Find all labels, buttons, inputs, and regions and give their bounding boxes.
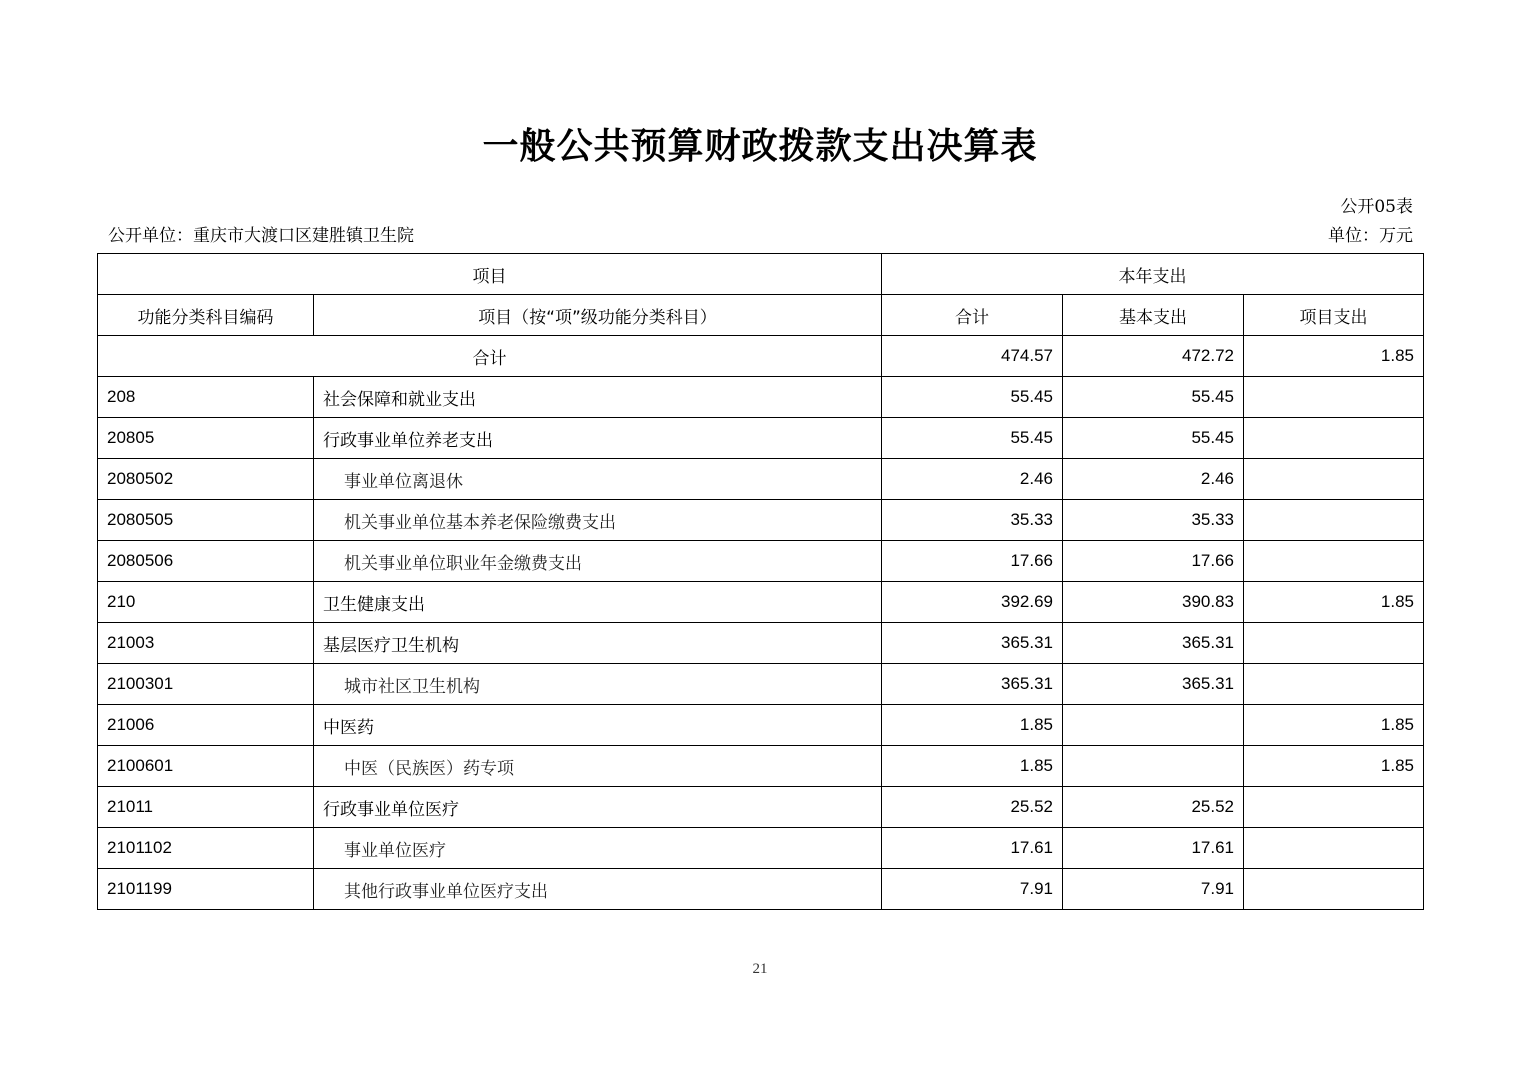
row-project <box>1244 623 1424 664</box>
row-total: 7.91 <box>882 869 1063 910</box>
row-project <box>1244 869 1424 910</box>
row-code: 208 <box>98 377 314 418</box>
row-project <box>1244 828 1424 869</box>
reporting-unit: 公开单位：重庆市大渡口区建胜镇卫生院 <box>108 226 414 246</box>
row-basic: 55.45 <box>1063 418 1244 459</box>
row-code: 2080506 <box>98 541 314 582</box>
row-code: 2101102 <box>98 828 314 869</box>
row-item-name: 卫生健康支出 <box>314 582 882 623</box>
row-item-name: 事业单位医疗 <box>314 828 882 869</box>
table-row <box>98 869 1424 910</box>
row-total: 17.61 <box>882 828 1063 869</box>
row-code: 2100601 <box>98 746 314 787</box>
table-header <box>98 254 1424 336</box>
row-code: 2080505 <box>98 500 314 541</box>
row-code: 2080502 <box>98 459 314 500</box>
row-item-name: 中医药 <box>314 705 882 746</box>
row-project <box>1244 787 1424 828</box>
row-code: 21006 <box>98 705 314 746</box>
table-row <box>98 705 1424 746</box>
row-code: 210 <box>98 582 314 623</box>
row-item-name: 基层医疗卫生机构 <box>314 623 882 664</box>
row-item-name: 事业单位离退休 <box>314 459 882 500</box>
header-row-1 <box>98 254 1424 295</box>
row-project <box>1244 664 1424 705</box>
row-total: 55.45 <box>882 418 1063 459</box>
row-item-name: 行政事业单位医疗 <box>314 787 882 828</box>
header-code: 功能分类科目编码 <box>98 295 314 336</box>
row-item-name: 机关事业单位基本养老保险缴费支出 <box>314 500 882 541</box>
row-project: 1.85 <box>1244 705 1424 746</box>
row-project <box>1244 500 1424 541</box>
row-total: 365.31 <box>882 623 1063 664</box>
row-basic: 55.45 <box>1063 377 1244 418</box>
row-total: 392.69 <box>882 582 1063 623</box>
row-total: 365.31 <box>882 664 1063 705</box>
row-basic: 2.46 <box>1063 459 1244 500</box>
table-row <box>98 623 1424 664</box>
row-basic: 390.83 <box>1063 582 1244 623</box>
row-basic: 25.52 <box>1063 787 1244 828</box>
row-total: 17.66 <box>882 541 1063 582</box>
table-row <box>98 582 1424 623</box>
total-amount: 474.57 <box>882 336 1063 377</box>
row-item-name: 其他行政事业单位医疗支出 <box>314 869 882 910</box>
row-code: 21011 <box>98 787 314 828</box>
table-row <box>98 664 1424 705</box>
budget-table <box>97 253 1424 910</box>
table-body <box>98 336 1424 910</box>
row-project <box>1244 459 1424 500</box>
total-row <box>98 336 1424 377</box>
table-row <box>98 500 1424 541</box>
total-project: 1.85 <box>1244 336 1424 377</box>
header-item: 项目（按“项”级功能分类科目） <box>314 295 882 336</box>
row-basic: 17.61 <box>1063 828 1244 869</box>
currency-unit: 单位：万元 <box>1328 226 1413 246</box>
page-number: 21 <box>752 961 768 977</box>
row-project <box>1244 377 1424 418</box>
row-basic: 7.91 <box>1063 869 1244 910</box>
row-item-name: 行政事业单位养老支出 <box>314 418 882 459</box>
table-row <box>98 418 1424 459</box>
form-number: 公开05表 <box>1340 197 1413 217</box>
table-row <box>98 541 1424 582</box>
header-current-year: 本年支出 <box>882 254 1424 295</box>
row-project <box>1244 541 1424 582</box>
row-code: 2101199 <box>98 869 314 910</box>
table-row <box>98 787 1424 828</box>
page-title: 一般公共预算财政拨款支出决算表 <box>482 126 1038 167</box>
row-basic <box>1063 746 1244 787</box>
row-item-name: 社会保障和就业支出 <box>314 377 882 418</box>
row-total: 2.46 <box>882 459 1063 500</box>
row-item-name: 城市社区卫生机构 <box>314 664 882 705</box>
row-basic: 17.66 <box>1063 541 1244 582</box>
total-basic: 472.72 <box>1063 336 1244 377</box>
row-total: 25.52 <box>882 787 1063 828</box>
header-basic: 基本支出 <box>1063 295 1244 336</box>
table-row <box>98 828 1424 869</box>
row-project <box>1244 418 1424 459</box>
row-project: 1.85 <box>1244 582 1424 623</box>
total-label: 合计 <box>98 336 882 377</box>
row-item-name: 中医（民族医）药专项 <box>314 746 882 787</box>
header-project-expense: 项目支出 <box>1244 295 1424 336</box>
header-total: 合计 <box>882 295 1063 336</box>
row-code: 20805 <box>98 418 314 459</box>
row-basic <box>1063 705 1244 746</box>
row-basic: 365.31 <box>1063 623 1244 664</box>
row-total: 1.85 <box>882 746 1063 787</box>
table-row <box>98 746 1424 787</box>
row-item-name: 机关事业单位职业年金缴费支出 <box>314 541 882 582</box>
header-project: 项目 <box>98 254 882 295</box>
row-basic: 35.33 <box>1063 500 1244 541</box>
row-total: 1.85 <box>882 705 1063 746</box>
row-code: 21003 <box>98 623 314 664</box>
table-row <box>98 377 1424 418</box>
row-project: 1.85 <box>1244 746 1424 787</box>
row-code: 2100301 <box>98 664 314 705</box>
row-total: 35.33 <box>882 500 1063 541</box>
row-total: 55.45 <box>882 377 1063 418</box>
header-row-2 <box>98 295 1424 336</box>
row-basic: 365.31 <box>1063 664 1244 705</box>
table-row <box>98 459 1424 500</box>
